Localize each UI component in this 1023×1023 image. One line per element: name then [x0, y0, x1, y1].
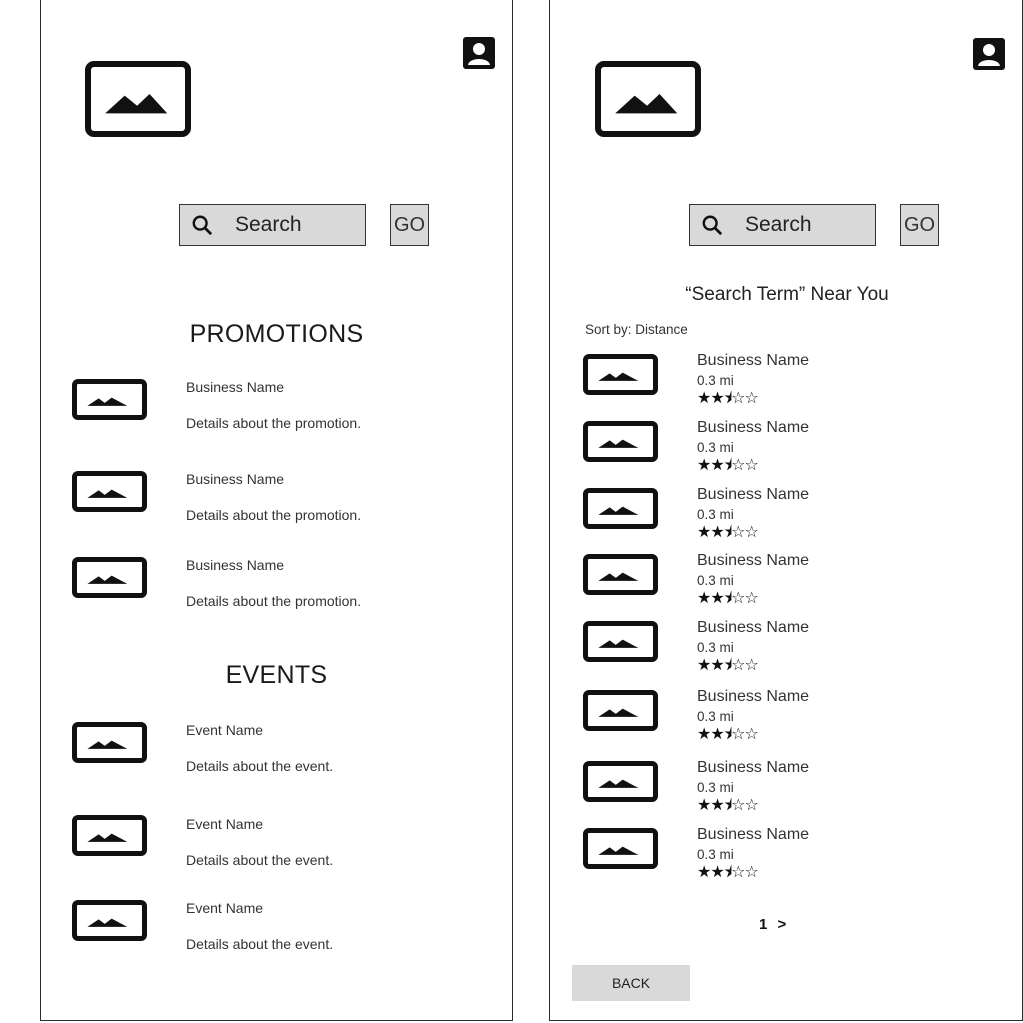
thumbnail-image-placeholder-icon [72, 815, 147, 856]
event-details: Details about the event. [186, 852, 334, 868]
result-distance: 0.3 mi [697, 440, 734, 455]
events-heading: EVENTS [225, 661, 328, 689]
result-distance: 0.3 mi [697, 709, 734, 724]
promotion-business-name: Business Name [186, 471, 285, 487]
star-rating-icon: ★★⯨☆☆ [697, 390, 758, 407]
results-heading: “Search Term” Near You [685, 284, 889, 305]
result-distance: 0.3 mi [697, 507, 734, 522]
thumbnail-image-placeholder-icon [583, 761, 658, 802]
event-details: Details about the event. [186, 758, 334, 774]
promotion-business-name: Business Name [186, 379, 285, 395]
thumbnail-image-placeholder-icon [583, 354, 658, 395]
result-business-name: Business Name [697, 419, 810, 436]
go-button[interactable]: GO [900, 204, 939, 246]
search-field[interactable] [179, 204, 366, 246]
search-icon [191, 214, 213, 236]
star-rating-icon: ★★⯨☆☆ [697, 590, 758, 607]
result-business-name: Business Name [697, 552, 810, 569]
thumbnail-image-placeholder-icon [72, 557, 147, 598]
result-business-name: Business Name [697, 759, 810, 776]
thumbnail-image-placeholder-icon [583, 621, 658, 662]
user-profile-icon[interactable] [463, 37, 495, 69]
event-name: Event Name [186, 816, 264, 832]
result-distance: 0.3 mi [697, 573, 734, 588]
sort-by-dropdown[interactable]: Sort by: Distance [585, 322, 688, 337]
home-screen [40, 0, 513, 1021]
thumbnail-image-placeholder-icon [583, 828, 658, 869]
result-distance: 0.3 mi [697, 847, 734, 862]
search-field[interactable] [689, 204, 876, 246]
star-rating-icon: ★★⯨☆☆ [697, 726, 758, 743]
star-rating-icon: ★★⯨☆☆ [697, 657, 758, 674]
thumbnail-image-placeholder-icon [72, 900, 147, 941]
promotion-details: Details about the promotion. [186, 593, 362, 609]
thumbnail-image-placeholder-icon [583, 554, 658, 595]
star-rating-icon: ★★⯨☆☆ [697, 797, 758, 814]
thumbnail-image-placeholder-icon [583, 488, 658, 529]
next-page-arrow-icon[interactable]: > [777, 916, 787, 933]
page-number[interactable]: 1 [759, 916, 768, 933]
thumbnail-image-placeholder-icon [72, 722, 147, 763]
search-input[interactable] [745, 213, 865, 237]
promotion-business-name: Business Name [186, 557, 285, 573]
promotions-heading: PROMOTIONS [189, 320, 364, 348]
thumbnail-image-placeholder-icon [72, 379, 147, 420]
result-business-name: Business Name [697, 688, 810, 705]
result-business-name: Business Name [697, 619, 810, 636]
logo-image-placeholder-icon [595, 61, 701, 137]
result-business-name: Business Name [697, 352, 810, 369]
search-icon [701, 214, 723, 236]
logo-image-placeholder-icon [85, 61, 191, 137]
back-button[interactable]: BACK [572, 965, 690, 1001]
promotion-details: Details about the promotion. [186, 507, 362, 523]
pagination [759, 916, 786, 933]
event-name: Event Name [186, 900, 264, 916]
promotion-details: Details about the promotion. [186, 415, 362, 431]
star-rating-icon: ★★⯨☆☆ [697, 864, 758, 881]
result-business-name: Business Name [697, 486, 810, 503]
result-distance: 0.3 mi [697, 640, 734, 655]
user-profile-icon[interactable] [973, 38, 1005, 70]
result-distance: 0.3 mi [697, 373, 734, 388]
search-results-screen [549, 0, 1023, 1021]
search-input[interactable] [235, 213, 355, 237]
thumbnail-image-placeholder-icon [72, 471, 147, 512]
thumbnail-image-placeholder-icon [583, 421, 658, 462]
result-business-name: Business Name [697, 826, 810, 843]
event-details: Details about the event. [186, 936, 334, 952]
star-rating-icon: ★★⯨☆☆ [697, 457, 758, 474]
result-distance: 0.3 mi [697, 780, 734, 795]
go-button[interactable]: GO [390, 204, 429, 246]
thumbnail-image-placeholder-icon [583, 690, 658, 731]
event-name: Event Name [186, 722, 264, 738]
star-rating-icon: ★★⯨☆☆ [697, 524, 758, 541]
